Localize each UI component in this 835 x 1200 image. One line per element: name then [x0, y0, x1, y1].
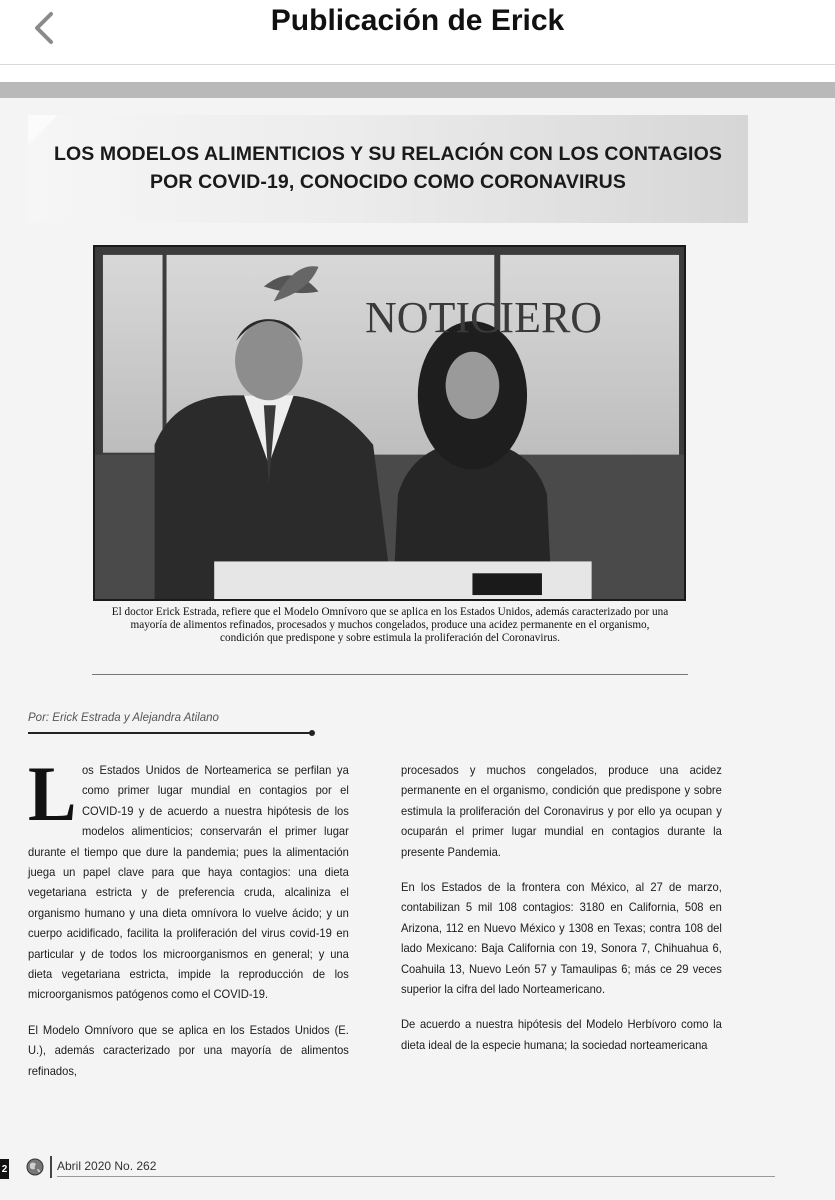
paragraph: procesados y muchos congelados, produce una acidez permanente en el organismo, condición que predispone y sobre estimula la proliferación del Coronavirus y por ello ya ocupan y ocuparán el primer lugar mundial en contagios durante la presente Pandemia. [401, 763, 722, 859]
issue-label: Abril 2020 No. 262 [57, 1159, 157, 1173]
dropcap: L [28, 750, 77, 837]
article-column-2 [401, 760, 722, 1070]
byline-rule [28, 732, 313, 734]
headline-line-1: LOS MODELOS ALIMENTICIOS Y SU RELACIÓN CON LOS CONTAGIOS [54, 143, 722, 165]
article-byline: Por: Erick Estrada y Alejandra Atilano [28, 712, 219, 724]
article-headline [38, 140, 738, 196]
page-number: 2 [0, 1159, 9, 1179]
page-top-divider [0, 82, 835, 98]
byline-dot [309, 730, 315, 736]
magazine-page [0, 98, 835, 1200]
headline-line-2: POR COVID-19, CONOCIDO COMO CORONAVIRUS [150, 171, 626, 193]
page-title: Publicación de Erick [270, 4, 565, 37]
footer-rule [57, 1176, 775, 1177]
footer-separator [50, 1156, 52, 1178]
paragraph: Los Estados Unidos de Norteamerica se perfilan ya como primer lugar mundial en contagios por el COVID-19 y de acuerdo a nuestra hipótesis de los modelos alimenticios; conservarán el primer lugar durante el tiempo que dure la pandemia; pues la alimentación juega un papel clave para que haya contagios: una dieta vegetariana estricta y de preferencia cruda, alcaliniza el organismo humano y una dieta omnívora lo vuelve ácido; y un cuerpo acidificado, facilita la proliferación del virus covid-19 en particular y de todos los microorganismos en general; y una dieta vegetariana estricta, impide la reproducción de los microorganismos patógenos como el COVID-19. [28, 750, 349, 1002]
paragraph: El Modelo Omnívoro que se aplica en los Estados Unidos (E. U.), además caracterizado por una mayoría de alimentos refinados, [28, 1022, 349, 1078]
paragraph: En los Estados de la frontera con México, al 27 de marzo, contabilizan 5 mil 108 contagios: 3180 en California, 508 en Arizona, 112 en Nuevo México y 1308 en Texas; contra 108 del lado Mexicano: Baja California con 19, Sonora 7, Chihuahua 6, Coahuila 13, Nuevo León 57 y Tamaulipas 6; más ce 29 veces superior la cifra del lado Norteamericano. [401, 880, 722, 997]
caption-divider [92, 674, 688, 675]
photo-logo-text: NOTICIERO [365, 293, 603, 342]
top-navigation-bar [0, 0, 835, 65]
globe-icon [26, 1158, 44, 1176]
article-photo [93, 245, 686, 601]
headline-banner [28, 115, 748, 223]
photo-caption: El doctor Erick Estrada, refiere que el Modelo Omnívoro que se aplica en los Estados Unidos, además caracterizado por una mayoría de alimentos refinados, procesados y muchos congelados, produce una acidez permanente en el organismo, condición que predispone y sobre estimula la proliferación del Coronavirus. [111, 606, 669, 644]
article-column-1 [28, 750, 349, 1096]
paragraph: De acuerdo a nuestra hipótesis del Modelo Herbívoro como la dieta ideal de la especie humana; la sociedad norteamericana [401, 1017, 722, 1052]
